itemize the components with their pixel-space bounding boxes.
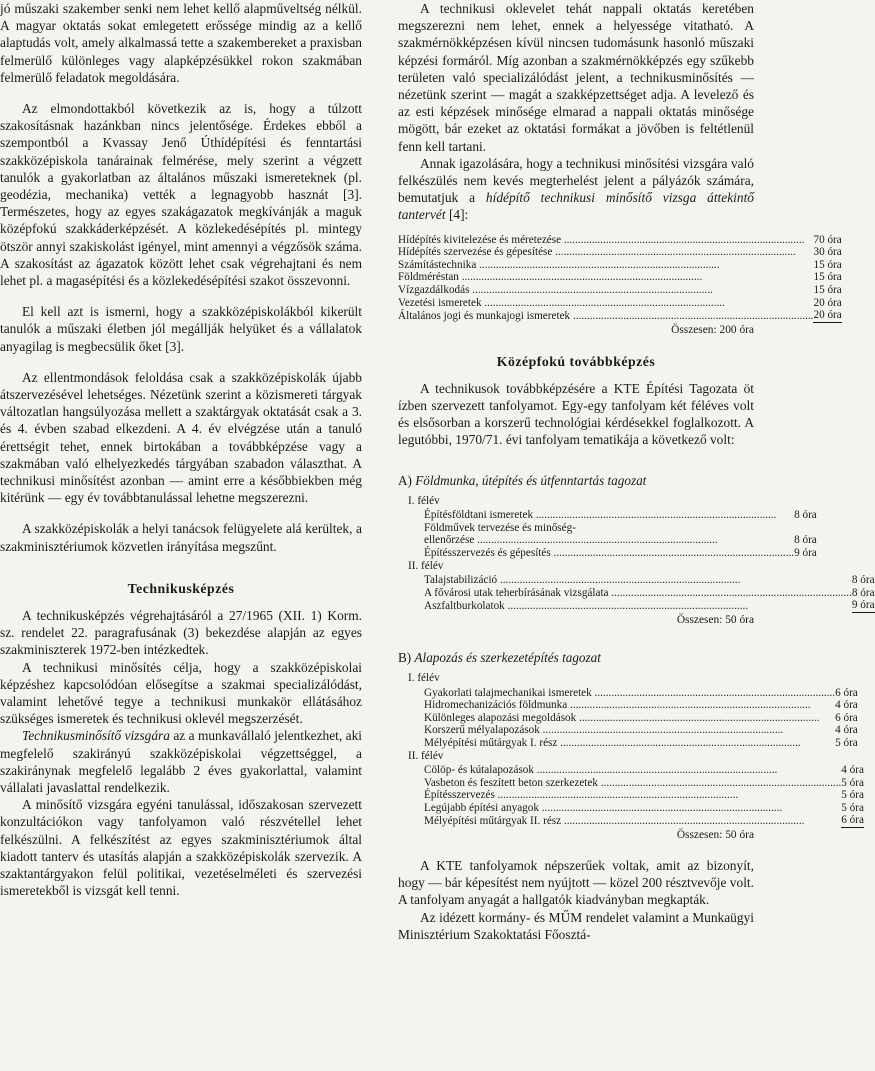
row-label: Vízgazdálkodás ..... (398, 284, 813, 297)
row-label: Földművek tervezése és minőség- (424, 521, 576, 534)
section-heading: Technikusképzés (127, 580, 235, 596)
course-section-a-title (398, 473, 754, 489)
section-title: Földmunka, útépítés és útfenntartás tagozat (415, 472, 647, 488)
row-value: 4 óra (841, 764, 864, 777)
table-row (398, 271, 842, 284)
course-section-b-title (398, 650, 754, 666)
course-table (398, 509, 817, 559)
section-title: Alapozás és szerkezetépítés tagozat (414, 649, 601, 665)
italic-title: hídépítő technikusi minősítő vizsga áttekintő tantervét (398, 190, 754, 223)
row-label: Általános jogi és munkajogi ismeretek ..... (398, 309, 813, 322)
row-value: 20 óra (813, 309, 842, 322)
table-row (398, 737, 858, 750)
row-label: Mélyépítési műtárgyak II. rész ..... (398, 814, 841, 827)
table-row (398, 599, 875, 612)
semester-label: II. félév (408, 749, 444, 762)
course-table (398, 764, 864, 828)
row-label: Építésföldtani ismeretek ..... (398, 509, 794, 522)
row-value: 9 óra (851, 599, 875, 612)
paragraph: A technikusok továbbképzésére a KTE Építési Tagozata öt ízben szervezett tanfolyamot. Egy-egy tanfolyam két féléves volt és elsősorban a korszerű technológiai kérdésekkel foglalkozott. A legutóbbi, 1970/71. évi tanfolyam tematikája a következő volt: (398, 380, 754, 448)
table-row (398, 259, 842, 272)
paragraph (398, 155, 754, 224)
row-label: Legújabb építési anyagok ..... (398, 802, 841, 815)
row-value: 15 óra (813, 284, 842, 297)
table-row (398, 534, 817, 547)
table-row (398, 284, 842, 297)
course-table (398, 574, 875, 613)
semester-label: I. félév (408, 494, 440, 507)
paragraph: A minősítő vizsgára egyéni tanulással, időszakosan szervezett konzultációkon vagy tanfolyamon való részvétellel lehet felkészülni. A felkészítést az egyes szakminisztériumok által kiadott tanterv és utasítás alapján a szakközépiskolák szervezik. A szaktantárgyakon felül politikai, vezetéselméleti és szervezési ismeretekből is vizsgát kell tenni. (0, 797, 362, 899)
table-row (398, 814, 864, 827)
row-value: 6 óra (841, 814, 864, 827)
section-letter: A) (398, 472, 416, 488)
row-label: Számítástechnika ..... (398, 259, 813, 272)
row-label: Hídépítés szervezése és gépesítése ..... (398, 246, 813, 259)
paragraph: Az elmondottakból következik az is, hogy a túlzott szakosításnak hazánkban nincs jelentősége. Érdekes ebből a szempontból a Kvassay Jenő Úthídépítési és fenntartási szakközépiskola tanárainak felmérése, mely szerint a végzett tanulók a gyakorlatban az általános műszaki ismereteknek (pl. geodézia, mechanika) vették a legnagyobb hasznát [3]. Természetes, hogy az egyes szakágazatok megkívánják a maguk középfokú szakkáderképzését. A közlekedésépítés pl. mintegy ötször annyi szakiskolást igényel, mint amennyi a végzősök száma. A szakosítást az ágazatok között lehet csak végrehajtani és nem lehet pl. a magasépítési és a közlekedésépítési szakot összevonni. (0, 101, 362, 289)
curriculum-total: Összesen: 200 óra (671, 323, 754, 336)
semester-label: I. félév (408, 671, 440, 684)
row-label: Cölöp- és kútalapozások ..... (398, 764, 841, 777)
row-value: 5 óra (841, 776, 864, 789)
row-value: 5 óra (841, 789, 864, 802)
row-value: 8 óra (794, 534, 817, 547)
row-label: Talajstabilizáció ..... (398, 574, 852, 587)
row-label: Vezetési ismeretek ..... (398, 297, 813, 310)
paragraph: A technikusképzés végrehajtásáról a 27/1965 (XII. 1) Korm. sz. rendelet 22. paragrafusának (3) bekezdése alapján az egyes szakminiszterek 1972-ben intézkedtek. (0, 607, 362, 658)
table-row (398, 309, 842, 322)
row-value: 6 óra (835, 686, 858, 699)
left-column (0, 0, 362, 913)
table-row (398, 777, 864, 790)
row-label: Gyakorlati talajmechanikai ismeretek ..... (398, 687, 835, 700)
paragraph: Az idézett kormány- és MŰM rendelet valamint a Munkaügyi Minisztérium Szakoktatási Főosztá- (398, 909, 754, 942)
table-row (398, 509, 817, 522)
table-row (398, 764, 864, 777)
table-row (398, 234, 842, 247)
row-value: 70 óra (813, 233, 842, 246)
table-row (398, 246, 842, 259)
table-row (398, 574, 875, 587)
row-label: A fővárosi utak teherbírásának vizsgálata ..... (398, 587, 852, 600)
table-row (398, 712, 858, 725)
row-label: Aszfaltburkolatok ..... (398, 599, 852, 612)
paragraph-rest: az a munkavállaló jelentkezhet, aki megfelelő szakirányú szakközépiskolai végzettséggel, a szakiránynak megfelelő legalább 2 éves gyakorlattal, valamint vállalati javaslattal rendelkezik. (0, 728, 362, 795)
table-row (398, 522, 817, 535)
paragraph: Az ellentmondások feloldása csak a szakközépiskolák újabb átszervezésével lehetséges. Nézetünk szerint a közismereti tárgyak változatlan hangsúlyozása mellett a szaktárgyak oktatását csak a 3. és 4. évben szabad elkezdeni. A 4. év elvégzése után a tanuló érettségit tehet, ennek birtokában a továbbképzése vagy a szakmában való elhelyezkedés tárgyában szabadon választhat. A technikusi minősítést azonban — amint erre a későbbiekben még kitérünk — egy év továbbtanulással lehetne megszerezni. (0, 369, 362, 506)
row-value: 6 óra (835, 711, 858, 724)
paragraph: A szakközépiskolák a helyi tanácsok felügyelete alá kerültek, a szakminisztériumok közvetlen irányítása megszűnt. (0, 521, 362, 554)
table-row (398, 547, 817, 560)
table-row (398, 699, 858, 712)
semester-label: II. félév (408, 559, 444, 572)
row-value: 20 óra (813, 296, 842, 309)
section-letter: B) (398, 649, 415, 665)
row-label: Mélyépítési műtárgyak I. rész ..... (398, 737, 835, 750)
row-label: Földméréstan ..... (398, 271, 813, 284)
row-value: 15 óra (813, 258, 842, 271)
row-label: Hídépítés kivitelezése és méretezése ..... (398, 234, 813, 247)
paragraph-end: [4]: (445, 207, 469, 223)
row-value: 5 óra (835, 736, 858, 749)
row-value: 15 óra (813, 271, 842, 284)
row-value: 8 óra (794, 509, 817, 522)
table-row (398, 724, 858, 737)
row-value: 30 óra (813, 246, 842, 259)
row-label: Hidromechanizációs földmunka ..... (398, 699, 835, 712)
paragraph-start: Annak igazolására, hogy a technikusi minősítési vizsgára való felkészülés nem kevés megterhelést jelent a pályázók számára, bemutatjuk a (398, 155, 754, 206)
section-heading: Középfokú továbbképzés (496, 353, 656, 369)
table-row (398, 802, 864, 815)
row-value: 4 óra (835, 724, 858, 737)
curriculum-table (398, 234, 842, 323)
row-label: Építésszervezés ..... (398, 789, 841, 802)
table-row (398, 297, 842, 310)
paragraph: jó műszaki szakember senki nem lehet kellő alapműveltség nélkül. A magyar oktatás sokat emlegetett erőssége mindig az a kellő alaptudás volt, amely alkalmassá tette a szakembereket a praxisban felmerülő különleges vagy alapképzésükkel rokon szakmában felmerülő feladatok megoldására. (0, 1, 362, 85)
row-value: 5 óra (841, 801, 864, 814)
paragraph: El kell azt is ismerni, hogy a szakközépiskolákból kikerült tanulók a műszaki életben jól megállják helyüket és a vállalatok anyagilag is megbecsülik őket [3]. (0, 304, 362, 354)
row-label: ellenőrzése ..... (398, 534, 794, 547)
row-label: Korszerű mélyalapozások ..... (398, 724, 835, 737)
row-value: 9 óra (794, 546, 817, 559)
row-label: Építésszervezés és gépesítés ..... (398, 547, 794, 560)
paragraph: A technikusi oklevelet tehát nappali oktatás keretében megszerezni nem lehet, ennek a helyessége vitatható. A szakmérnökképzésen kívül nincsen tudomásunk hasonló műszaki képzési formáról. Míg azonban a szakmérnökképzés egy szűkebb területen való specializálódást jelent, a technikusminősítés — nézetünk szerint — magát a szakképzettséget adja. A levelező és az esti képzések minősége elmarad a nappali oktatás minősége mögött, bár ezeket az oktatási formákat a jövőben is feltétlenül fenn kell tartani. (398, 1, 754, 154)
row-value: 8 óra (851, 586, 875, 599)
table-row (398, 789, 864, 802)
paragraph: A KTE tanfolyamok népszerűek voltak, amit az bizonyít, hogy — bár képesítést nem nyújtott — közel 200 résztvevője volt. A tanfolyam anyagát a hallgatók kiadványban megkapták. (398, 858, 754, 908)
paragraph (0, 727, 362, 796)
course-table (398, 687, 858, 750)
right-column (398, 0, 875, 957)
row-label: Különleges alapozási megoldások ..... (398, 712, 835, 725)
paragraph: A technikusi minősítés célja, hogy a szakközépiskolai képzéshez kapcsolódóan elősegítse a szakmai specializálódást, valamint lehetővé tegye a technikusi munkakör ellátásához szükséges ismeretek és technikusi oklevél megszerzését. (0, 659, 362, 727)
row-value: 8 óra (851, 574, 875, 587)
table-row (398, 687, 858, 700)
row-value (794, 522, 817, 535)
section-total: Összesen: 50 óra (676, 613, 754, 626)
section-total: Összesen: 50 óra (676, 829, 754, 842)
row-label: Vasbeton és feszített beton szerkezetek ..... (398, 777, 841, 790)
italic-lead: Technikusminősítő vizsgára (22, 728, 170, 744)
table-row (398, 587, 875, 600)
row-value: 4 óra (835, 699, 858, 712)
